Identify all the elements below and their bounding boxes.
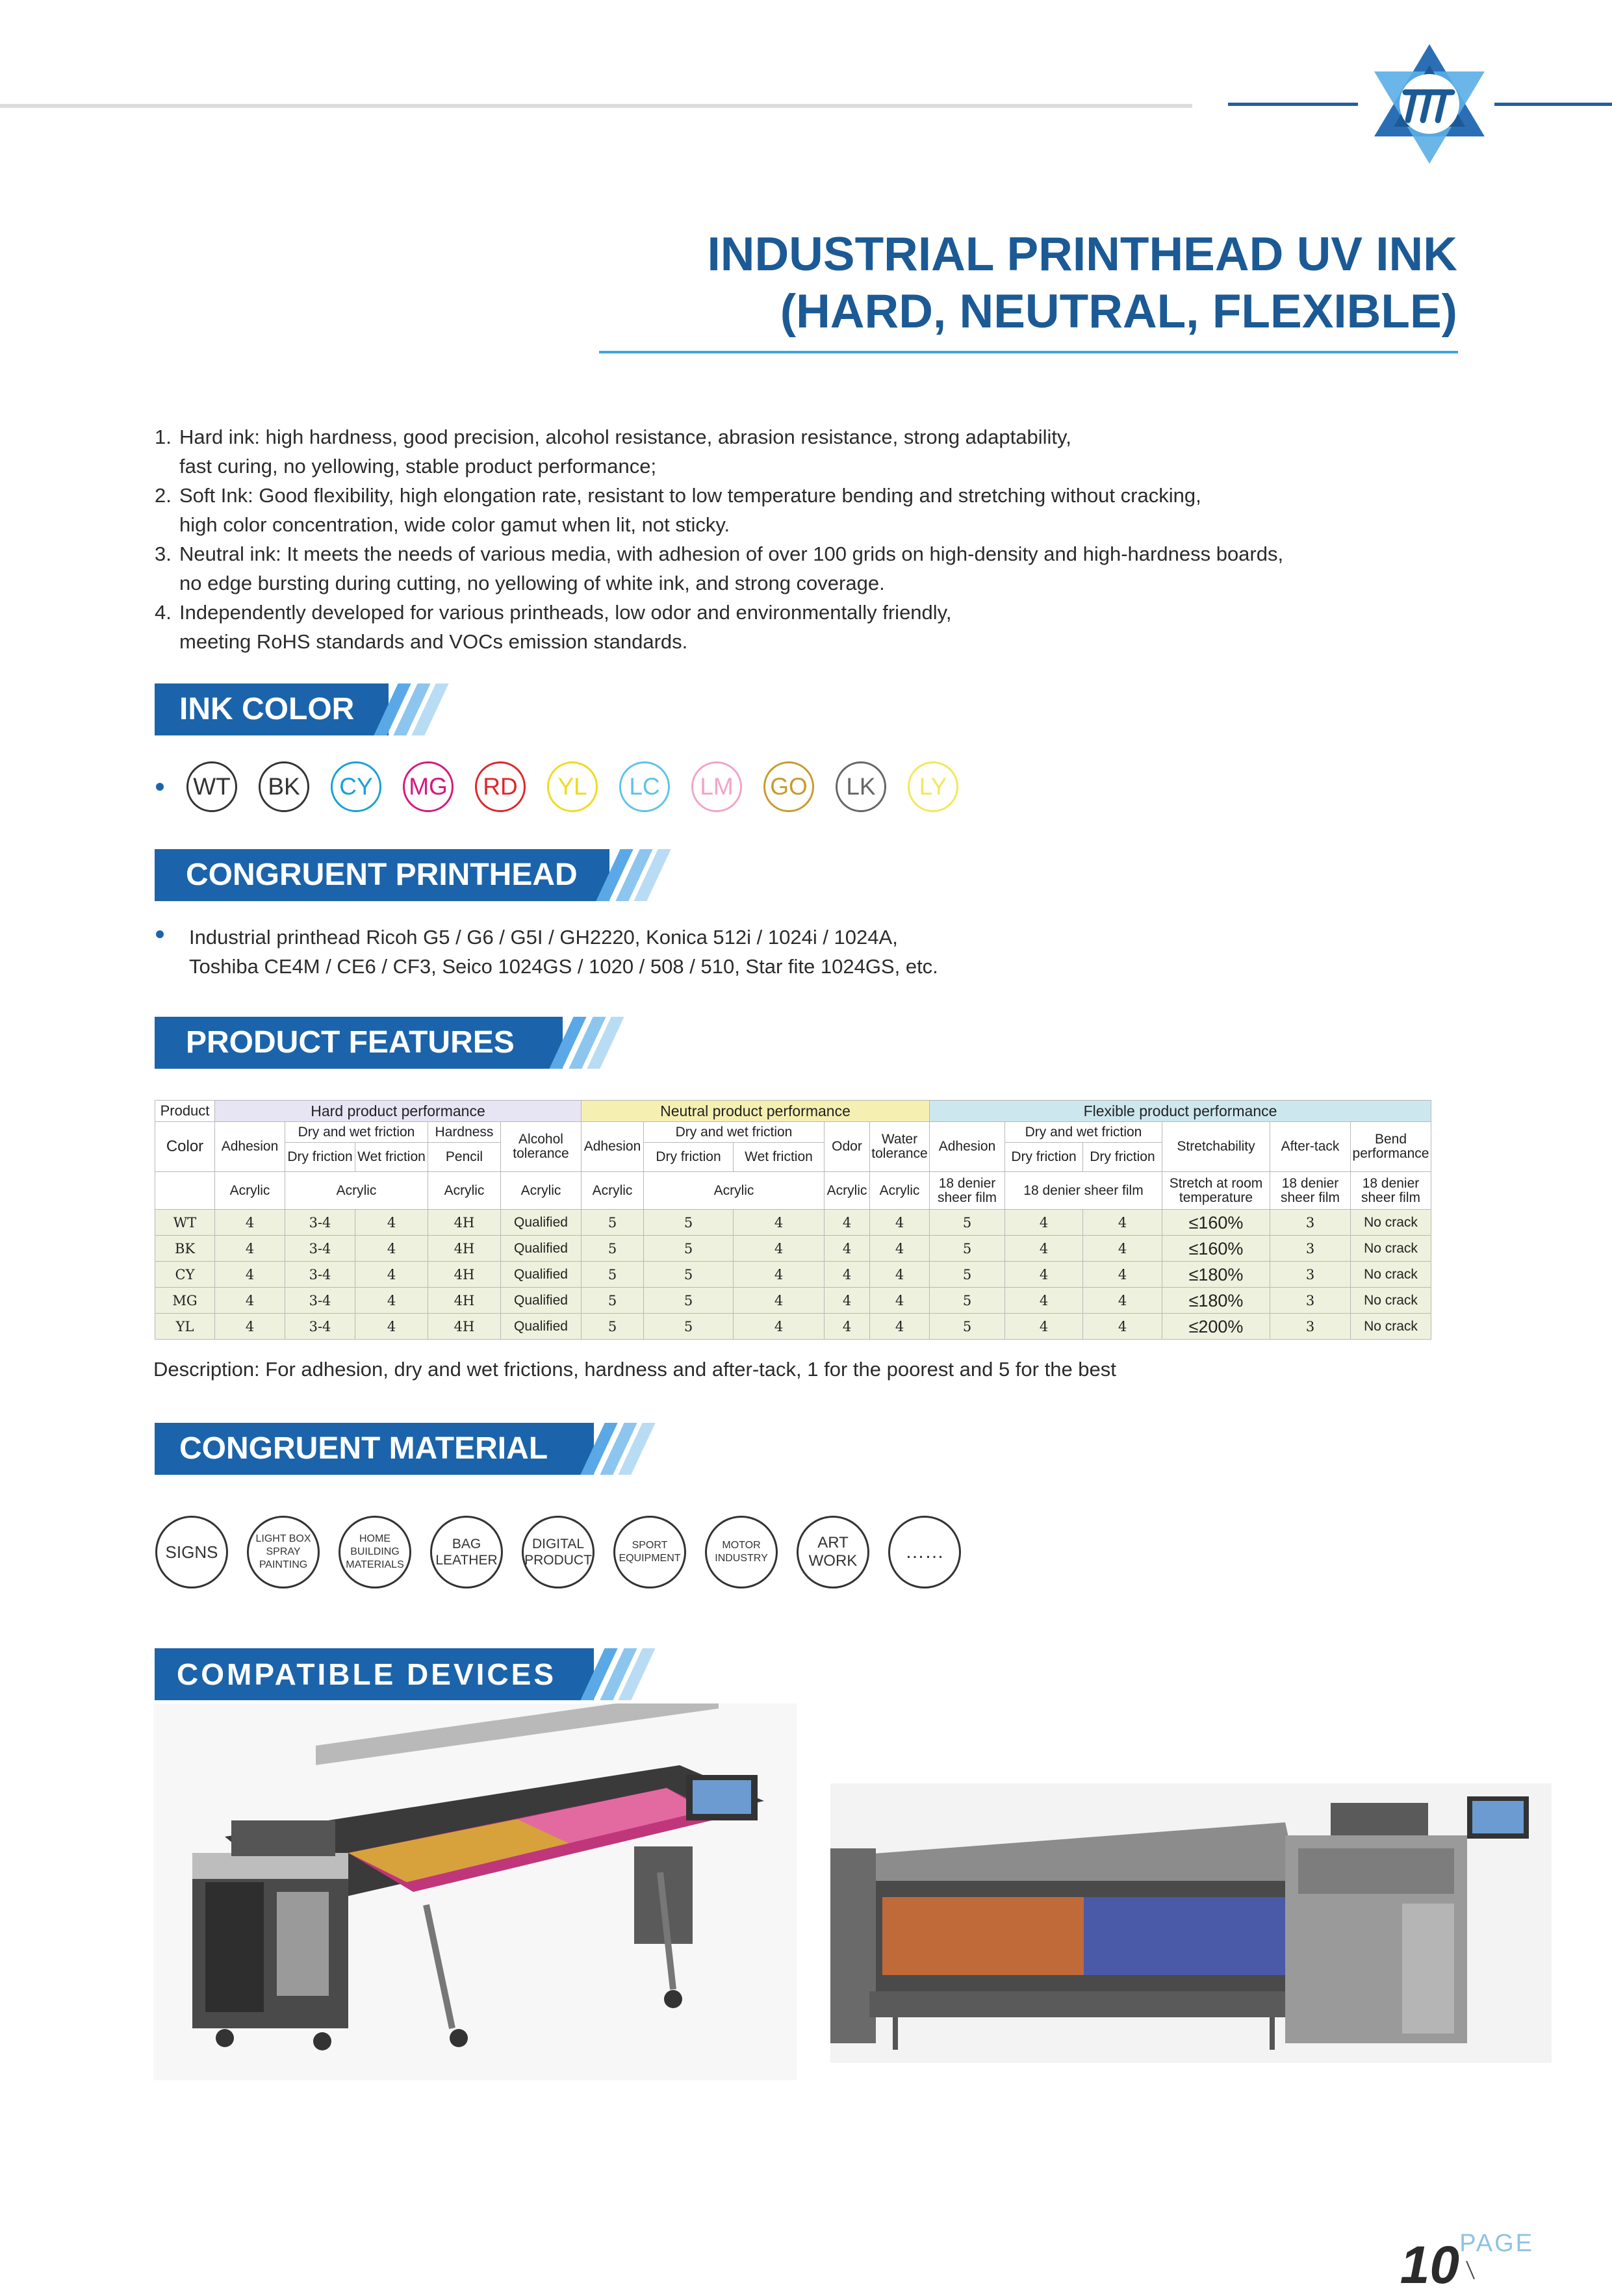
material-label-line: PRODUCT: [524, 1553, 592, 1568]
table-cell: 5: [644, 1314, 734, 1340]
table-cell: 4: [1005, 1236, 1083, 1262]
table-header: Hardness: [428, 1122, 501, 1143]
table-cell: 3-4: [285, 1314, 355, 1340]
table-cell: 4: [1083, 1314, 1162, 1340]
material-label-line: LIGHT BOX: [255, 1533, 311, 1544]
intro-num: 3.: [155, 542, 172, 565]
section-devices: [155, 1648, 639, 1700]
table-header: 18 denier sheer film: [1005, 1172, 1162, 1210]
section-printhead: [155, 849, 655, 901]
ink-color-badge: LK: [836, 761, 886, 812]
table-header: Adhesion: [215, 1122, 285, 1172]
intro-num: 2.: [155, 484, 172, 507]
table-cell: 5: [644, 1210, 734, 1236]
table-header: Pencil: [428, 1143, 501, 1172]
table-cell: 5: [644, 1288, 734, 1314]
material-label-line: ……: [905, 1541, 944, 1563]
intro-list: [155, 422, 1428, 656]
material-label-line: SIGNS: [165, 1542, 218, 1562]
table-cell: 4: [355, 1314, 428, 1340]
table-cell: 4: [1083, 1262, 1162, 1288]
material-label-line: MOTOR: [722, 1540, 761, 1551]
material-list: [155, 1516, 1000, 1594]
table-cell: CY: [155, 1262, 215, 1288]
ink-color-badge: MG: [403, 761, 454, 812]
table-cell: 5: [930, 1236, 1005, 1262]
table-header: Wet friction: [734, 1143, 825, 1172]
table-cell: Qualified: [501, 1314, 582, 1340]
table-header: Wet friction: [355, 1143, 428, 1172]
material-label-line: LEATHER: [435, 1553, 498, 1568]
material-badge: [155, 1516, 228, 1588]
table-row: [155, 1314, 1431, 1340]
ink-color-badge: CY: [331, 761, 381, 812]
table-header: Acrylic: [501, 1172, 582, 1210]
table-cell: 4: [825, 1210, 870, 1236]
material-label-line: EQUIPMENT: [619, 1553, 681, 1564]
table-cell: 4: [215, 1262, 285, 1288]
header-rule-right: [1494, 103, 1612, 106]
table-cell: 4: [870, 1236, 930, 1262]
ink-color-badge: YL: [547, 761, 598, 812]
table-cell: 4: [825, 1236, 870, 1262]
title-rule: [599, 351, 1458, 353]
ink-color-badge: RD: [475, 761, 526, 812]
table-row: [155, 1210, 1431, 1236]
table-cell: Qualified: [501, 1262, 582, 1288]
table-cell: 4: [825, 1262, 870, 1288]
table-header: After-tack: [1270, 1122, 1351, 1172]
table-blank: [155, 1172, 215, 1210]
material-label: [435, 1536, 497, 1568]
table-cell: 3-4: [285, 1236, 355, 1262]
table-cell: 5: [582, 1262, 644, 1288]
material-label: [524, 1536, 592, 1568]
table-cell: BK: [155, 1236, 215, 1262]
material-label: [619, 1539, 680, 1565]
material-label-line: BAG: [452, 1537, 481, 1551]
flatbed-printer-image: [153, 1703, 797, 2080]
table-cell: ≤180%: [1162, 1262, 1270, 1288]
table-cell: 4: [825, 1314, 870, 1340]
material-label-line: DIGITAL: [531, 1537, 585, 1551]
ink-color-badge: LM: [691, 761, 742, 812]
material-label: [905, 1541, 944, 1563]
material-label-line: ART: [817, 1534, 849, 1551]
table-cell: 5: [930, 1314, 1005, 1340]
table-header: Dry friction: [1005, 1143, 1083, 1172]
table-cell: 4: [870, 1210, 930, 1236]
intro-line: meeting RoHS standards and VOCs emission standards.: [179, 630, 688, 653]
material-label-line: SPRAY: [266, 1546, 301, 1557]
table-row: [155, 1288, 1431, 1314]
table-cell: 4: [215, 1236, 285, 1262]
table-header: Stretchability: [1162, 1122, 1270, 1172]
material-label: [346, 1533, 404, 1572]
page-number: 10: [1400, 2236, 1459, 2295]
intro-line: fast curing, no yellowing, stable product performance;: [179, 455, 657, 478]
table-header: Acrylic: [825, 1172, 870, 1210]
table-group-neutral: Neutral product performance: [582, 1101, 930, 1122]
table-group-flexible: Flexible product performance: [930, 1101, 1431, 1122]
table-cell: Qualified: [501, 1236, 582, 1262]
table-cell: 4: [355, 1210, 428, 1236]
ink-color-badge: GO: [763, 761, 814, 812]
table-cell: 3: [1270, 1262, 1351, 1288]
material-label-line: MATERIALS: [346, 1559, 404, 1570]
bullet-icon: [156, 930, 164, 938]
table-cell: WT: [155, 1210, 215, 1236]
table-cell: 4: [825, 1288, 870, 1314]
table-header: Stretch at room temperature: [1162, 1172, 1270, 1210]
table-cell: 4H: [428, 1262, 501, 1288]
table-cell: 5: [582, 1236, 644, 1262]
material-badge: [797, 1516, 869, 1588]
table-header: Alcohol tolerance: [501, 1122, 582, 1172]
table-header: 18 denier sheer film: [930, 1172, 1005, 1210]
table-cell: ≤160%: [1162, 1236, 1270, 1262]
table-header: Dry friction: [1083, 1143, 1162, 1172]
ink-color-badge: LY: [908, 761, 958, 812]
table-cell: 4: [355, 1288, 428, 1314]
material-label-line: PAINTING: [259, 1559, 308, 1570]
table-cell: 3: [1270, 1236, 1351, 1262]
table-header: Acrylic: [582, 1172, 644, 1210]
table-cell: 3-4: [285, 1210, 355, 1236]
table-cell: 4: [1005, 1314, 1083, 1340]
table-cell: 4: [1083, 1288, 1162, 1314]
table-cell: 4: [355, 1236, 428, 1262]
table-cell: ≤200%: [1162, 1314, 1270, 1340]
material-badge: [522, 1516, 595, 1588]
intro-line: high color concentration, wide color gamut when lit, not sticky.: [179, 513, 730, 536]
table-cell: 4: [1083, 1210, 1162, 1236]
table-cell: 5: [582, 1314, 644, 1340]
table-cell: YL: [155, 1314, 215, 1340]
table-cell: 4: [870, 1288, 930, 1314]
table-cell: 5: [930, 1262, 1005, 1288]
table-header: Dry and wet friction: [644, 1122, 825, 1143]
table-cell: 4H: [428, 1236, 501, 1262]
table-header: Acrylic: [644, 1172, 825, 1210]
table-group-hard: Hard product performance: [215, 1101, 582, 1122]
table-cell: Qualified: [501, 1288, 582, 1314]
table-cell: No crack: [1351, 1236, 1431, 1262]
table-cell: 4: [870, 1262, 930, 1288]
table-header: Odor: [825, 1122, 870, 1172]
table-header: Acrylic: [215, 1172, 285, 1210]
table-cell: 4: [734, 1262, 825, 1288]
table-header: Acrylic: [870, 1172, 930, 1210]
table-cell: 5: [930, 1210, 1005, 1236]
material-badge: [430, 1516, 503, 1588]
table-cell: 5: [930, 1288, 1005, 1314]
table-cell: 4: [734, 1314, 825, 1340]
table-header: Acrylic: [428, 1172, 501, 1210]
table-cell: 4H: [428, 1210, 501, 1236]
table-header: Water tolerance: [870, 1122, 930, 1172]
material-badge: [247, 1516, 320, 1588]
table-cell: No crack: [1351, 1314, 1431, 1340]
section-features: [155, 1017, 609, 1069]
section-title: CONGRUENT PRINTHEAD: [155, 849, 609, 901]
table-header: Dry and wet friction: [1005, 1122, 1162, 1143]
table-cell: ≤180%: [1162, 1288, 1270, 1314]
table-cell: ≤160%: [1162, 1210, 1270, 1236]
table-cell: 3: [1270, 1210, 1351, 1236]
section-ink-color: [155, 683, 428, 735]
table-cell: 3-4: [285, 1262, 355, 1288]
material-label-line: SPORT: [632, 1540, 668, 1551]
header-rule-left: [1228, 103, 1358, 106]
intro-line: Independently developed for various printheads, low odor and environmentally friendly,: [179, 601, 952, 624]
table-cell: 4H: [428, 1288, 501, 1314]
page-tick-decor: [1465, 2261, 1478, 2280]
intro-item: [155, 598, 1428, 656]
table-cell: 4: [1005, 1262, 1083, 1288]
table-cell: Qualified: [501, 1210, 582, 1236]
table-cell: 4: [870, 1314, 930, 1340]
table-header: 18 denier sheer film: [1270, 1172, 1351, 1210]
material-label: [715, 1539, 768, 1565]
table-cell: 3: [1270, 1288, 1351, 1314]
table-cell: MG: [155, 1288, 215, 1314]
material-label-line: BUILDING: [350, 1546, 400, 1557]
intro-item: [155, 539, 1428, 598]
table-description: Description: For adhesion, dry and wet frictions, hardness and after-tack, 1 for the poorest and 5 for the best: [153, 1358, 1116, 1381]
material-label: [809, 1534, 858, 1570]
table-cell: 5: [582, 1210, 644, 1236]
material-label-line: WORK: [808, 1552, 858, 1570]
header-rule: [0, 104, 1192, 108]
intro-line: no edge bursting during cutting, no yellowing of white ink, and strong coverage.: [179, 572, 885, 594]
section-title: INK COLOR: [155, 683, 389, 735]
table-row: [155, 1236, 1431, 1262]
intro-num: 4.: [155, 601, 172, 624]
table-cell: 4: [355, 1262, 428, 1288]
company-logo-icon: [1368, 39, 1491, 169]
material-badge: [888, 1516, 961, 1588]
ink-color-badge: BK: [259, 761, 309, 812]
material-label: [166, 1542, 218, 1562]
page-title-line1: INDUSTRIAL PRINTHEAD UV INK: [707, 228, 1457, 281]
table-cell: 4: [734, 1210, 825, 1236]
table-header: Adhesion: [582, 1122, 644, 1172]
material-label: [255, 1533, 311, 1572]
section-material: [155, 1423, 639, 1475]
table-row: [155, 1262, 1431, 1288]
intro-line: Neutral ink: It meets the needs of various media, with adhesion of over 100 grids on high-density and high-hardness boards,: [179, 542, 1284, 565]
printhead-line: Toshiba CE4M / CE6 / CF3, Seico 1024GS / 1020 / 508 / 510, Star fite 1024GS, etc.: [189, 955, 938, 978]
intro-num: 1.: [155, 426, 172, 448]
table-cell: No crack: [1351, 1262, 1431, 1288]
material-label-line: HOME: [359, 1533, 390, 1544]
table-cell: 5: [644, 1262, 734, 1288]
table-cell: 4H: [428, 1314, 501, 1340]
page-title-line2: (HARD, NEUTRAL, FLEXIBLE): [780, 285, 1457, 338]
section-title: COMPATIBLE DEVICES: [155, 1648, 594, 1700]
intro-item: [155, 481, 1428, 539]
table-cell: No crack: [1351, 1210, 1431, 1236]
page-label: PAGE: [1459, 2230, 1534, 2257]
table-cell: 4: [1005, 1288, 1083, 1314]
table-header: Acrylic: [285, 1172, 428, 1210]
bullet-icon: [156, 783, 164, 791]
ink-color-badge: LC: [619, 761, 670, 812]
table-cell: 4: [215, 1314, 285, 1340]
table-cell: 4: [215, 1288, 285, 1314]
intro-item: [155, 422, 1428, 481]
table-header: Color: [155, 1122, 215, 1172]
section-title: PRODUCT FEATURES: [155, 1017, 563, 1069]
table-header: Adhesion: [930, 1122, 1005, 1172]
ink-color-list: [186, 761, 966, 813]
intro-line: Soft Ink: Good flexibility, high elongation rate, resistant to low temperature bending and stretching without cracking,: [179, 484, 1201, 507]
material-label-line: INDUSTRY: [715, 1553, 768, 1564]
table-header: Dry friction: [285, 1143, 355, 1172]
printhead-text: [189, 923, 1359, 981]
table-cell: 5: [582, 1288, 644, 1314]
table-header: Product: [155, 1101, 215, 1122]
printhead-line: Industrial printhead Ricoh G5 / G6 / G5I / GH2220, Konica 512i / 1024i / 1024A,: [189, 926, 898, 949]
table-cell: No crack: [1351, 1288, 1431, 1314]
table-cell: 3: [1270, 1314, 1351, 1340]
ink-color-badge: WT: [186, 761, 237, 812]
intro-line: Hard ink: high hardness, good precision, alcohol resistance, abrasion resistance, strong adaptability,: [179, 426, 1071, 448]
material-badge: [613, 1516, 686, 1588]
table-cell: 4: [1083, 1236, 1162, 1262]
section-title: CONGRUENT MATERIAL: [155, 1423, 594, 1475]
table-cell: 3-4: [285, 1288, 355, 1314]
table-header: Bend performance: [1351, 1122, 1431, 1172]
features-table: [155, 1100, 1431, 1340]
table-header: Dry friction: [644, 1143, 734, 1172]
material-badge: [705, 1516, 778, 1588]
roll-printer-image: [830, 1783, 1552, 2063]
table-header: 18 denier sheer film: [1351, 1172, 1431, 1210]
table-cell: 5: [644, 1236, 734, 1262]
material-badge: [339, 1516, 411, 1588]
table-cell: 4: [215, 1210, 285, 1236]
table-cell: 4: [734, 1236, 825, 1262]
table-cell: 4: [734, 1288, 825, 1314]
table-header: Dry and wet friction: [285, 1122, 428, 1143]
table-cell: 4: [1005, 1210, 1083, 1236]
